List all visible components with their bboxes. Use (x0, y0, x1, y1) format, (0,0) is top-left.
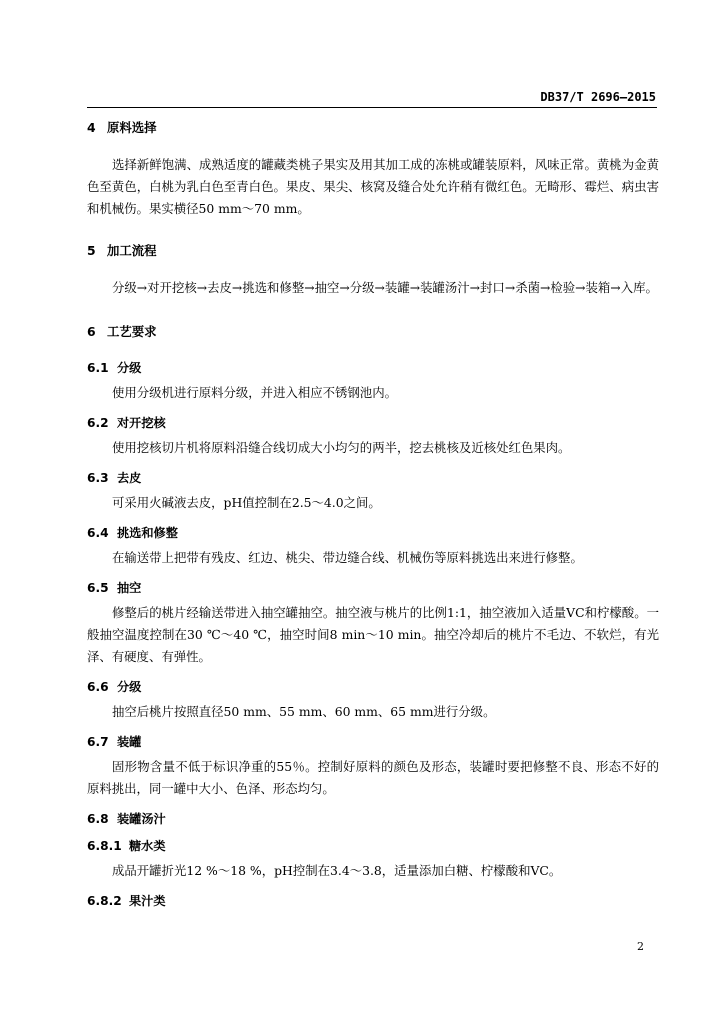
section-number: 6 (87, 324, 96, 339)
section-6-6-heading (87, 678, 659, 695)
section-title: 挑选和修整 (117, 526, 178, 540)
section-6-7-heading (87, 733, 659, 750)
section-6-4-text: 在输送带上把带有残皮、红边、桃尖、带边缝合线、机械伤等原料挑选出来进行修整。 (112, 550, 583, 565)
page-number: 2 (637, 940, 644, 953)
section-number: 6.2 (87, 416, 109, 430)
section-title: 对开挖核 (117, 416, 166, 430)
section-6-7-text: 固形物含量不低于标识净重的55％。控制好原料的颜色及形态，装罐时要把修整不良、形态不好的原料挑出，同一罐中大小、色泽、形态均匀。 (87, 759, 659, 796)
section-6-3-heading (87, 469, 659, 486)
section-number: 6.3 (87, 471, 109, 485)
standard-code: DB37/T 2696—2015 (540, 90, 656, 104)
section-number: 6.8.1 (87, 839, 122, 853)
section-6-4-heading (87, 524, 659, 541)
section-6-8-1-text: 成品开罐折光12 %～18 %，pH控制在3.4～3.8，适量添加白糖、柠檬酸和VC。 (112, 863, 562, 878)
section-6-5-heading (87, 579, 659, 596)
section-6-1-text: 使用分级机进行原料分级，并进入相应不锈钢池内。 (112, 385, 397, 400)
section-title: 去皮 (117, 471, 142, 485)
section-6-8-2-heading (87, 892, 659, 909)
section-6-8-1-heading (87, 837, 659, 854)
section-6-3-text: 可采用火碱液去皮，pH值控制在2.5～4.0之间。 (112, 495, 381, 510)
header-rule (87, 107, 657, 108)
section-6-1-heading (87, 359, 659, 376)
section-number: 6.8.2 (87, 894, 122, 908)
section-5-text: 分级→对开挖核→去皮→挑选和修整→抽空→分级→装罐→装罐汤汁→封口→杀菌→检验→装箱→入库。 (112, 280, 658, 295)
section-6-5-text: 修整后的桃片经输送带进入抽空罐抽空。抽空液与桃片的比例1:1，抽空液加入适量VC和柠檬酸。一般抽空温度控制在30 ℃～40 ℃，抽空时间8 min～10 min。抽空冷却后的桃片不毛边、不软烂，有光泽、有硬度、有弹性。 (87, 605, 659, 664)
section-title: 工艺要求 (107, 324, 157, 339)
section-6-6-text: 抽空后桃片按照直径50 mm、55 mm、60 mm、65 mm进行分级。 (112, 704, 496, 719)
section-number: 6.6 (87, 680, 109, 694)
section-5-heading (87, 241, 659, 259)
section-title: 装罐汤汁 (117, 812, 166, 826)
section-number: 6.1 (87, 361, 109, 375)
section-6-2-text: 使用挖核切片机将原料沿缝合线切成大小均匀的两半，挖去桃核及近核处红色果肉。 (112, 440, 571, 455)
section-title: 分级 (117, 361, 142, 375)
page-content (87, 114, 659, 909)
section-title: 装罐 (117, 735, 142, 749)
section-6-2-heading (87, 414, 659, 431)
section-title: 原料选择 (107, 120, 157, 135)
section-title: 加工流程 (107, 243, 157, 258)
section-title: 分级 (117, 680, 142, 694)
section-4-heading (87, 118, 659, 136)
section-title: 抽空 (117, 581, 142, 595)
section-number: 4 (87, 120, 96, 135)
section-title: 果汁类 (129, 894, 166, 908)
section-number: 6.7 (87, 735, 109, 749)
section-number: 6.4 (87, 526, 109, 540)
section-4-text: 选择新鲜饱满、成熟适度的罐藏类桃子果实及用其加工成的冻桃或罐装原料，风味正常。黄桃为金黄色至黄色，白桃为乳白色至青白色。果皮、果尖、核窝及缝合处允许稍有微红色。无畸形、霉烂、病虫害和机械伤。果实横径50 mm～70 mm。 (87, 157, 659, 216)
section-title: 糖水类 (129, 839, 166, 853)
section-number: 6.5 (87, 581, 109, 595)
section-number: 6.8 (87, 812, 109, 826)
section-6-8-heading (87, 810, 659, 827)
section-6-heading (87, 322, 659, 340)
section-number: 5 (87, 243, 96, 258)
